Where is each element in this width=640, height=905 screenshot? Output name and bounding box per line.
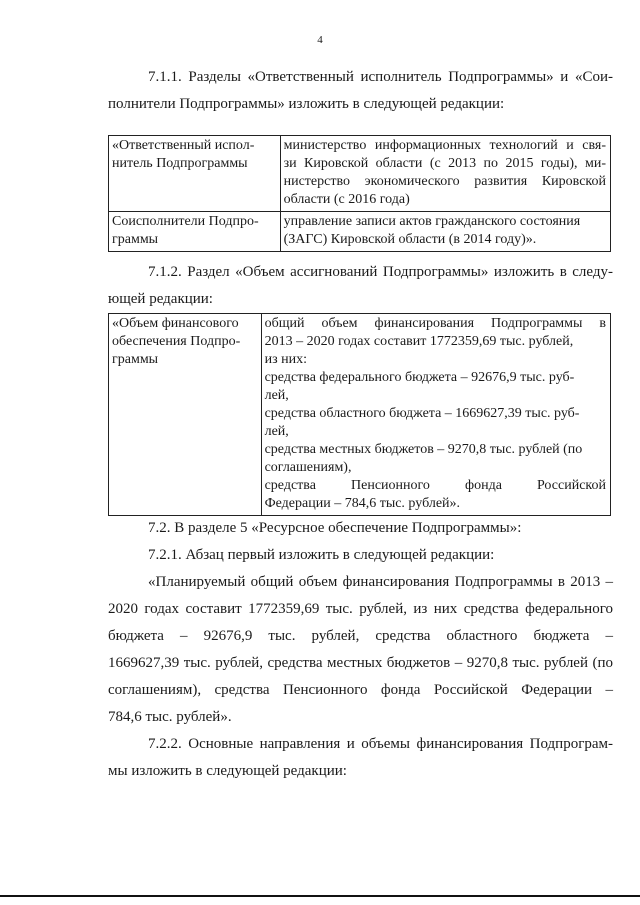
- cell-line: (ЗАГС) Кировской области (в 2014 году)».: [283, 232, 537, 247]
- paragraph-line: 7.2.1. Абзац первый изложить в следующей редакции:: [148, 547, 495, 563]
- cell-line: области (с 2016 года): [283, 192, 410, 207]
- table-cell-label: [109, 136, 281, 212]
- table-cell-label: [109, 212, 281, 252]
- funding-volume-table: [108, 313, 611, 516]
- page-bottom-rule: [0, 895, 640, 897]
- paragraph-line: 7.2.2. Основные направления и объемы финансирования Подпрограм-: [148, 736, 613, 752]
- paragraph-7-2: [108, 515, 613, 542]
- paragraph-line: «Планируемый общий объем финансирования Подпрограммы в 2013 –: [148, 574, 613, 590]
- cell-line: 2013 – 2020 годах составит 1772359,69 тыс. рублей,: [264, 334, 574, 349]
- cell-line: соглашениям),: [264, 460, 352, 475]
- cell-line: общий объем финансирования Подпрограммы в: [264, 316, 606, 331]
- paragraph-line: 784,6 тыс. рублей».: [108, 709, 232, 725]
- cell-line: средства Пенсионного фонда Российской: [264, 478, 606, 493]
- cell-line: средства местных бюджетов – 9270,8 тыс. рублей (по: [264, 442, 583, 457]
- cell-line: «Ответственный испол-: [112, 138, 255, 153]
- paragraph-line: мы изложить в следующей редакции:: [108, 763, 347, 779]
- cell-line: управление записи актов гражданского состояния: [283, 214, 581, 229]
- paragraph-line: 7.1.1. Разделы «Ответственный исполнитель Подпрограммы» и «Сои-: [148, 69, 613, 85]
- cell-line: средства областного бюджета – 1669627,39 тыс. руб-: [264, 406, 580, 421]
- cell-line: министерство информационных технологий и свя-: [283, 138, 606, 153]
- paragraph-line: соглашениям), средства Пенсионного фонда Российской Федерации –: [108, 682, 613, 698]
- paragraph-quote: [108, 569, 613, 731]
- paragraph-line: 7.2. В разделе 5 «Ресурсное обеспечение Подпрограммы»:: [148, 520, 522, 536]
- responsible-executor-table: [108, 135, 611, 252]
- paragraph-7-1-1: [108, 64, 613, 118]
- cell-line: граммы: [112, 352, 159, 367]
- table-row: [109, 212, 611, 252]
- paragraph-line: 1669627,39 тыс. рублей, средства местных бюджетов – 9270,8 тыс. рублей (по: [108, 655, 613, 671]
- table-cell-value: [280, 136, 610, 212]
- cell-line: нистерство экономического развития Кировской: [283, 174, 606, 189]
- table-row: [109, 314, 611, 516]
- paragraph-line: полнители Подпрограммы» изложить в следующей редакции:: [108, 96, 505, 112]
- page-number: 4: [317, 34, 323, 46]
- table-cell-value: [280, 212, 610, 252]
- paragraph-7-2-2: [108, 731, 613, 785]
- paragraph-line: 2020 годах составит 1772359,69 тыс. рублей, из них средства федерального: [108, 601, 613, 617]
- cell-line: лей,: [264, 424, 289, 439]
- cell-line: Федерации – 784,6 тыс. рублей».: [264, 496, 461, 511]
- cell-line: обеспечения Подпро-: [112, 334, 241, 349]
- paragraph-7-2-1: [108, 542, 613, 569]
- table-row: [109, 136, 611, 212]
- paragraph-line: ющей редакции:: [108, 291, 213, 307]
- cell-line: «Объем финансового: [112, 316, 239, 331]
- cell-line: Соисполнители Подпро-: [112, 214, 259, 229]
- cell-line: лей,: [264, 388, 289, 403]
- paragraph-7-1-2: [108, 259, 613, 313]
- cell-line: из них:: [264, 352, 307, 367]
- cell-line: граммы: [112, 232, 159, 247]
- paragraph-line: бюджета – 92676,9 тыс. рублей, средства областного бюджета –: [108, 628, 613, 644]
- table-cell-label: [109, 314, 262, 516]
- paragraph-line: 7.1.2. Раздел «Объем ассигнований Подпрограммы» изложить в следу-: [148, 264, 613, 280]
- cell-line: нитель Подпрограммы: [112, 156, 248, 171]
- cell-line: средства федерального бюджета – 92676,9 тыс. руб-: [264, 370, 575, 385]
- table-cell-value: [261, 314, 610, 516]
- cell-line: зи Кировской области (с 2013 по 2015 годы), ми-: [283, 156, 606, 171]
